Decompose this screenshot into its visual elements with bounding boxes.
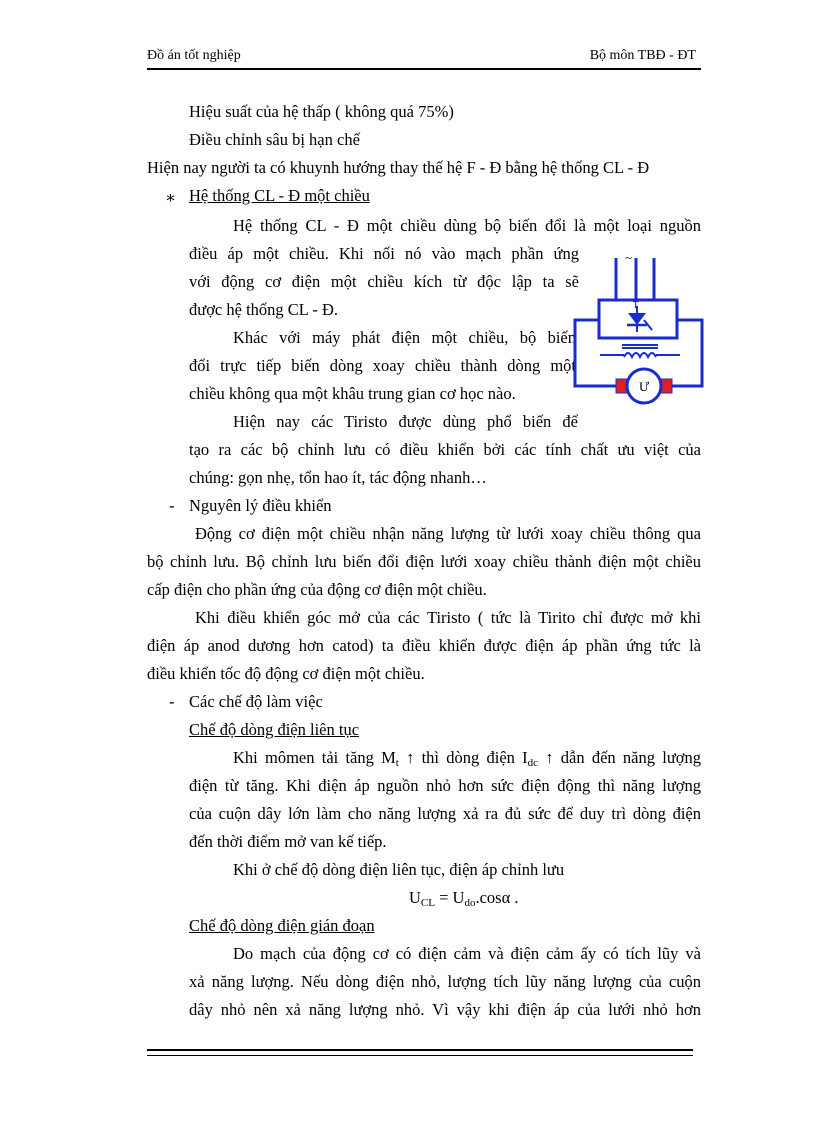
section-heading: Các chế độ làm việc bbox=[189, 692, 323, 711]
bullet-star: ∗ bbox=[165, 188, 177, 207]
text-line: đến thời điểm mở van kế tiếp. bbox=[189, 832, 387, 851]
footer-rule bbox=[147, 1049, 693, 1051]
text-line: Hiện nay các Tiristo được dùng phổ biến để bbox=[233, 412, 578, 431]
text-line: điều khiển tốc độ động cơ điện một chiều. bbox=[147, 664, 425, 683]
text-line: chiều không qua một khâu trung gian cơ học nào. bbox=[189, 384, 516, 403]
text-line: của cuộn dây lớn làm cho năng lượng xả ra đủ sức để duy trì dòng điện bbox=[189, 804, 701, 823]
equation: $U_{CL} = U_{do}.\cos\alpha$ . bbox=[409, 888, 519, 909]
text-line: Điều chỉnh sâu bị hạn chế bbox=[189, 130, 360, 149]
text-line: Khi điều khiển góc mở của các Tiristo ( tức là Tirito chỉ được mở khi bbox=[195, 608, 701, 627]
text-line: điều áp một chiều. Khi nối nó vào mạch phần ứng bbox=[189, 244, 579, 263]
text-line: điện áp anod dương hơn catod) ta điều khiển được điện áp phần ứng tức là bbox=[147, 636, 701, 655]
cl-d-circuit-diagram bbox=[572, 250, 708, 410]
text-line: Hiệu suất của hệ thấp ( không quá 75%) bbox=[189, 102, 454, 121]
text-line: Động cơ điện một chiều nhận năng lượng từ lưới xoay chiều thông qua bbox=[195, 524, 701, 543]
bullet-dash: - bbox=[169, 692, 175, 711]
bullet-dash: - bbox=[169, 496, 175, 515]
text-line: bộ chỉnh lưu. Bộ chỉnh lưu biến đổi điện lưới xoay chiều thành điện một chiều bbox=[147, 552, 701, 571]
text-line: Do mạch của động cơ có điện cảm và điện cảm ấy có tích lũy và bbox=[233, 944, 701, 963]
text-line: đổi trực tiếp biến dòng xoay chiều thành dòng một bbox=[189, 356, 576, 375]
ac-symbol: ~ bbox=[625, 250, 633, 265]
header-left: Đồ án tốt nghiệp bbox=[147, 48, 241, 63]
subsection-heading: Chế độ dòng điện liên tục bbox=[189, 720, 360, 739]
text-line: dây nhỏ nên xả năng lượng nhỏ. Vì vậy khi điện áp của lưới nhỏ hơn bbox=[189, 1000, 701, 1019]
motor-label: Ư bbox=[639, 379, 650, 394]
header-right: Bộ môn TBĐ - ĐT bbox=[589, 48, 696, 63]
text-line: cấp điện cho phần ứng của động cơ điện một chiều. bbox=[147, 580, 487, 599]
text-line: Khi ở chế độ dòng điện liên tục, điện áp chỉnh lưu bbox=[233, 860, 565, 879]
thyristor-label: T bbox=[633, 300, 639, 310]
field-winding-icon bbox=[600, 345, 680, 357]
thyristor-icon bbox=[627, 306, 652, 332]
text-line: chúng: gọn nhẹ, tổn hao ít, tác động nhanh… bbox=[189, 468, 487, 487]
text-line: được hệ thống CL - Đ. bbox=[189, 300, 339, 319]
header-rule bbox=[147, 68, 701, 70]
subsection-heading: Chế độ dòng điện gián đoạn bbox=[189, 916, 375, 935]
section-heading: Hệ thống CL - Đ một chiều bbox=[189, 186, 370, 205]
text-line: tạo ra các bộ chỉnh lưu có điều khiển bởi các tính chất ưu việt của bbox=[189, 440, 701, 459]
footer-rule bbox=[147, 1055, 693, 1056]
text-line: Hệ thống CL - Đ một chiều dùng bộ biến đổi là một loại nguồn bbox=[233, 216, 701, 235]
text-line: Khi mômen tải tăng $M_t$ ↑ thì dòng điện $I_{dc}$ ↑ dẫn đến năng lượng bbox=[233, 748, 701, 769]
section-heading: Nguyên lý điều khiển bbox=[189, 496, 332, 515]
text-line: Khác với máy phát điện một chiều, bộ biến bbox=[233, 328, 576, 347]
text-line: với động cơ điện một chiều kích từ độc lập ta sẽ bbox=[189, 272, 579, 291]
text-line: xả năng lượng. Nếu dòng điện nhỏ, lượng tích lũy năng lượng của cuộn bbox=[189, 972, 701, 991]
text-line: điện từ tăng. Khi điện áp nguồn nhỏ hơn sức điện động thì năng lượng bbox=[189, 776, 701, 795]
text-line: Hiện nay người ta có khuynh hướng thay thế hệ F - Đ bằng hệ thống CL - Đ bbox=[147, 158, 650, 177]
